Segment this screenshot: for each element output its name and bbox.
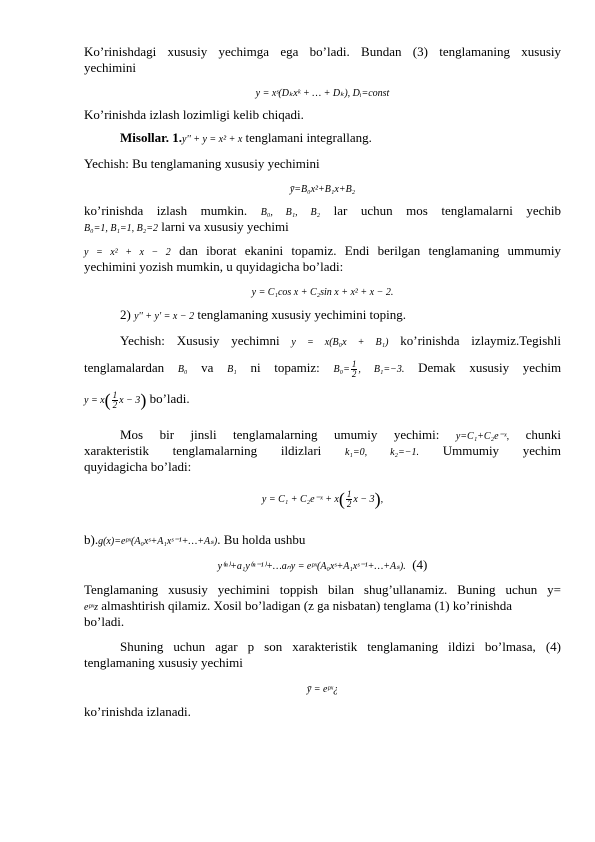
equation-general-solution-1: y = C₁cos x + C₂sin x + x² + x − 2. <box>251 287 394 298</box>
example-2-heading: 2) y'' + y' = x − 2 tenglamaning xususiy yechimini toping. <box>120 307 407 322</box>
equation-4: y⁽ⁿ⁾+a₁y⁽ⁿ⁻¹⁾+…aₙy = eᵖˣ(A₀xˢ+A₁xˢ⁻¹+…+Aₛ). (4) <box>217 557 428 572</box>
paragraph-line: Mos bir jinsli tenglamalarning umumiy yechimi: y=C₁+C₂e⁻ˣ, chunki <box>120 427 562 442</box>
equation-general-solution-2: y = C₁ + C₂e⁻ˣ + x( $\frac{1}{2}$ x − 3), <box>261 489 384 510</box>
example-1-heading: Misollar. 1.y'' + y = x² + x tenglamani integrallang. <box>120 130 372 145</box>
equation-particular-form: ȳ=B₀x²+B₁x+B₂ <box>289 184 356 195</box>
paragraph-line: yechimini <box>84 60 136 75</box>
paragraph-line: ko’rinishda izlanadi. <box>84 704 191 719</box>
paragraph-line: eᵖˣz almashtirish qilamiz. Xosil bo’ladigan (z ga nisbatan) tenglama (1) ko’rinishda <box>84 598 513 613</box>
paragraph-line: xarakteristik tenglamalarning ildizlari k₁=0, k₂=−1. Ummumiy yechim <box>84 443 562 458</box>
paragraph-line: yechimini yozish mumkin, u quyidagicha bo’ladi: <box>84 259 344 274</box>
paragraph-line: Yechish: Xususiy yechimni y = x(B₀x + B₁) ko’rinishda izlaymiz.Tegishli <box>120 333 562 348</box>
equation-general-solution: y = xˢ(Dₖxᵏ + … + Dₖ), Dᵢ=const <box>255 88 390 99</box>
paragraph-line: Tenglamaning xususiy yechimini toppish bilan shug’ullanamiz. Buning uchun y= <box>84 582 561 597</box>
paragraph-line: Ko’rinishdagi xususiy yechimga ega bo’ladi. Bundan (3) tenglamaning xususiy <box>84 44 561 59</box>
paragraph-line: b).g(x)=eᵖˣ(A₀xˢ+A₁xˢ⁻¹+…+Aₛ). Bu holda ushbu <box>84 532 306 547</box>
paragraph-line: B₀=1, B₁=1, B₂=2 larni va xususiy yechimi <box>84 219 289 234</box>
paragraph-line: tenglamalardan B₀ va B₁ ni topamiz: B₀= $\frac{1}{2}$ , B₁=−3. Demak xususiy yechim <box>84 359 562 380</box>
paragraph-line: ko’rinishda izlash mumkin. B₀, B₁, B₂ lar uchun mos tenglamalarni yechib <box>84 203 562 218</box>
paragraph-line: tenglamaning xususiy yechimi <box>84 655 243 670</box>
paragraph-line: Shuning uchun agar p son xarakteristik tenglamaning ildizi bo’lmasa, (4) <box>120 639 561 654</box>
equation-particular-exp: ȳ = eᵖˣ¿ <box>306 684 339 695</box>
paragraph-line: y = x( $\frac{1}{2}$ x − 3) bo’ladi. <box>84 390 190 411</box>
paragraph-line: Ko’rinishda izlash lozimligi kelib chiqadi. <box>84 107 304 122</box>
paragraph-line: Yechish: Bu tenglamaning xususiy yechimini <box>84 156 320 171</box>
paragraph-line: bo’ladi. <box>84 614 125 629</box>
paragraph-line: y = x² + x − 2 dan iborat ekanini topamiz. Endi berilgan tenglamaning ummumiy <box>84 243 561 258</box>
paragraph-line: quyidagicha bo’ladi: <box>84 459 192 474</box>
